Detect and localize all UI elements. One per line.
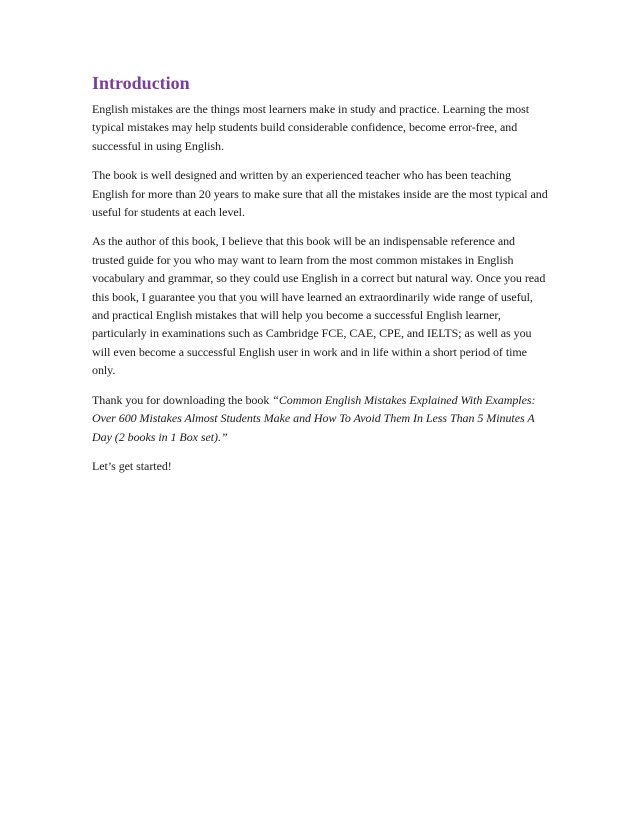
section-heading: Introduction xyxy=(92,73,190,93)
paragraph-4-intro: Thank you for downloading the book xyxy=(92,392,273,407)
paragraph-3: As the author of this book, I believe that this book will be an indispensable reference and trusted guide for you who may want to learn from the most common mistakes in English vocabulary and grammar, so they could use English in a correct but natural way. Once you read this book, I guarantee you that you will have learned an extraordinarily wide range of useful, and practical English mistakes that will help you become a successful English learner, particularly in examinations such as Cambridge FCE, CAE, CPE, and IELTS; as well as you will even become a successful English user in work and in life within a short period of time only. xyxy=(92,234,546,378)
paragraph-5: Let’s get started! xyxy=(92,458,172,473)
paragraph-4 xyxy=(92,391,550,446)
book-title: “Common English Mistakes Explained With Examples: Over 600 Mistakes Almost Students Make and How To Avoid Them In Less Than 5 Minutes A Day (2 books in 1 Box set).” xyxy=(92,392,536,444)
paragraph-1: English mistakes are the things most learners make in study and practice. Learning the most typical mistakes may help students build considerable confidence, become error-free, and successful in using English. xyxy=(92,102,530,153)
page-content xyxy=(92,71,550,486)
paragraph-2: The book is well designed and written by an experienced teacher who has been teaching English for more than 20 years to make sure that all the mistakes inside are the most typical and useful for students at each level. xyxy=(92,168,548,220)
